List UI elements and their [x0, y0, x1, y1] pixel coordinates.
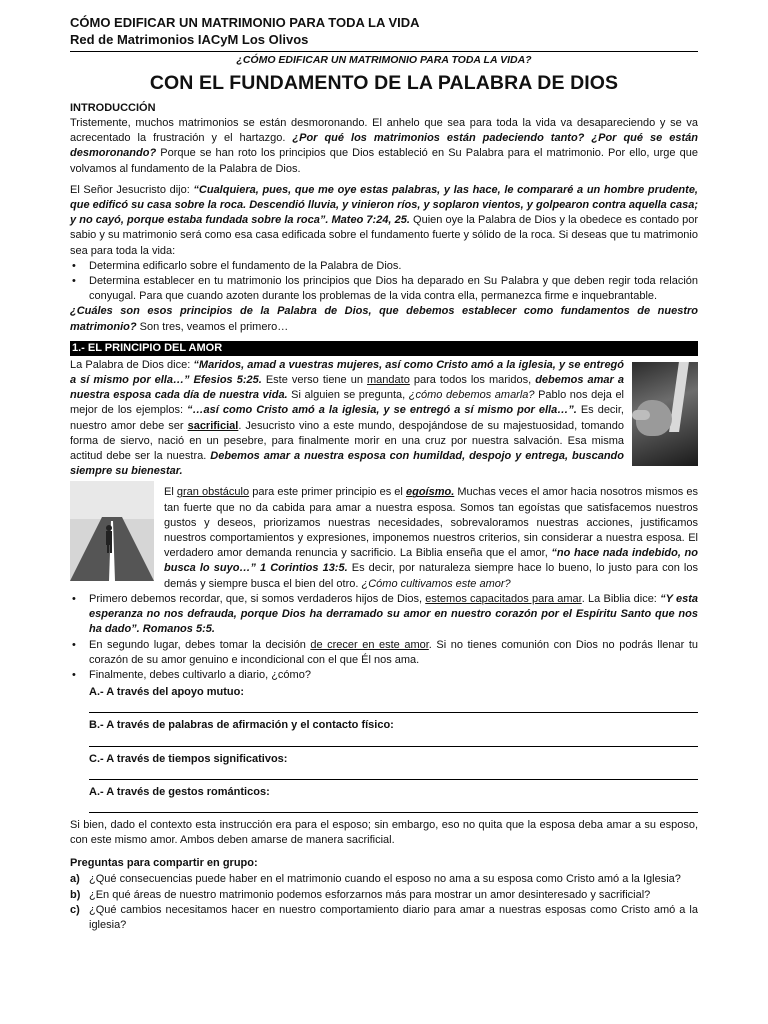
header-org: Red de Matrimonios IACyM Los Olivos: [70, 32, 309, 47]
document-header: [70, 14, 698, 52]
section-1-bullet-list: [70, 592, 698, 683]
answer-line[interactable]: [89, 767, 698, 780]
intro-paragraph-2: El Señor Jesucristo dijo: “Cualquiera, pues, que me oye estas palabras, y las hace, le compararé a un hombre prudente, que edificó su casa sobre la roca. Descendió lluvia, y vinieron ríos, y soplaron vientos, y golpearon contra aquella casa; y no cayó, porque estaba fundada sobre la roca”. Mateo 7:24, 25. Quien oye la Palabra de Dios y la obedece es contado por sabio y su matrimonio será como esa casa edificada sobre el fundamento fuerte y sólido de la roca. Si deseas que tu matrimonio sea para toda la vida:: [70, 183, 698, 257]
page-title: CON EL FUNDAMENTO DE LA PALABRA DE DIOS: [149, 72, 619, 94]
intro-paragraph-3: ¿Cuáles son esos principios de la Palabra de Dios, que debemos establecer como fundamentos de nuestro matrimonio? Son tres, veamos el primero…: [70, 305, 698, 333]
list-item: • Determina establecer en tu matrimonio los principios que Dios ha deparado en Su Palabra y que deben regir toda relación conyugal. Para que cuando azoten durante los problemas de la vida contra ella, permanezca firme e inquebrantable.: [70, 274, 698, 304]
answer-fields: [70, 685, 698, 813]
intro-bullet-list: [70, 259, 698, 305]
group-questions-list: [70, 872, 698, 933]
man-pointing-image: [632, 362, 698, 466]
answer-label-b: B.- A través de palabras de afirmación y el contacto físico:: [89, 719, 394, 732]
answer-label-d: A.- A través de gestos románticos:: [89, 785, 270, 798]
intro-heading: INTRODUCCIÓN: [70, 102, 156, 114]
section-1-paragraph-1: La Palabra de Dios dice: “Maridos, amad a vuestras mujeres, así como Cristo amó a la iglesia, y se entregó a sí mismo por ella…” Efesios 5:25. Este verso tiene un mandato para todos los maridos, debemos amar a nuestra esposa cada día de nuestra vida. Si alguien se pregunta, ¿cómo debemos amarla? Pablo nos deja el mejor de los ejemplos: “…así como Cristo amó a la iglesia, y se entregó a sí mismo por ella…”. Es decir, nuestro amor debe ser sacrificial. Jesucristo vino a este mundo, despojándose de su majestuosidad, tomando forma de siervo, nació en un pesebre, para finalmente morir en una cruz por nuestra salvación. Esa misma actitud debe ser la nuestra. Debemos amar a nuestra esposa con humildad, despojo y entrega, buscando siempre su bienestar.: [70, 358, 625, 478]
document-page: [70, 14, 698, 933]
list-item: • Finalmente, debes cultivarlo a diario, ¿cómo?: [70, 668, 698, 683]
answer-line[interactable]: [89, 800, 698, 813]
list-item: b) ¿En qué áreas de nuestro matrimonio podemos esforzarnos más para mostrar un amor desinteresado y sacrificial?: [70, 888, 651, 901]
answer-label-c: C.- A través de tiempos significativos:: [89, 752, 288, 765]
section-1-paragraph-2: El gran obstáculo para este primer principio es el egoísmo. Muchas veces el amor hacia nosotros mismos es tan fuerte que no da cabida para amar a nuestra esposa. Somos tan egoístas que satisfacemos nuestros gustos y deseos, priorizamos nuestras necesidades, sobrevaloramos nuestras acciones, justificamos nuestros comportamientos y expresiones, imponemos nuestros criterios, sin considerar a nuestra esposa. El verdadero amor demanda renuncia y sacrificio. La Biblia enseña que el amor, “no hace nada indebido, no busca lo suyo…” 1 Corintios 13:5. Es decir, por naturaleza siempre hace lo bueno, lo justo para con los demás y siempre busca el bien del otro. ¿Cómo cultivamos este amor?: [164, 486, 698, 590]
list-item: • Determina edificarlo sobre el fundamento de la Palabra de Dios.: [70, 259, 698, 274]
man-on-road-image: [70, 481, 154, 581]
list-item: • Primero debemos recordar, que, si somos verdaderos hijos de Dios, estemos capacitados para amar. La Biblia dice: “Y esta esperanza no nos defrauda, porque Dios ha derramado su amor en nuestro corazón por el Espíritu Santo que nos ha dado”. Romanos 5:5.: [70, 592, 698, 638]
page-subtitle: ¿CÓMO EDIFICAR UN MATRIMONIO PARA TODA LA VIDA?: [236, 54, 532, 66]
answer-label-a: A.- A través del apoyo mutuo:: [89, 686, 245, 699]
header-divider: [70, 51, 698, 52]
list-item: c) ¿Qué cambios necesitamos hacer en nuestro comportamiento diario para amar a nuestras esposas como Cristo amó a la iglesia?: [70, 903, 698, 931]
list-item: • En segundo lugar, debes tomar la decisión de crecer en este amor. Si no tienes comunión con Dios no podrás llenar tu corazón de su amor genuino e incondicional con el que Él nos ama.: [70, 638, 698, 668]
intro-paragraph-1: Tristemente, muchos matrimonios se están desmoronando. El anhelo que sea para toda la vida va desapareciendo y se va acrecentado la frustración y el hartazgo. ¿Por qué los matrimonios están padeciendo tanto? ¿Por qué se están desmoronando? Porque se han roto los principios que Dios estableció en Su Palabra para el matrimonio. Por ello, urge que volvamos al fundamento de la Palabra de Dios.: [70, 117, 698, 175]
answer-line[interactable]: [89, 700, 698, 713]
header-title: CÓMO EDIFICAR UN MATRIMONIO PARA TODA LA VIDA: [70, 15, 420, 30]
section-1-closing: Si bien, dado el contexto esta instrucción era para el esposo; sin embargo, eso no quita que la esposa deba amar a su esposo, con este mismo amor. Ambos deben amarse de manera sacrificial.: [70, 818, 698, 847]
group-questions-heading: Preguntas para compartir en grupo:: [70, 857, 258, 870]
answer-line[interactable]: [89, 734, 698, 747]
section-1-heading: 1.- EL PRINCIPIO DEL AMOR: [70, 341, 698, 356]
list-item: a) ¿Qué consecuencias puede haber en el matrimonio cuando el esposo no ama a su esposa como Cristo amó a la Iglesia?: [70, 873, 681, 886]
